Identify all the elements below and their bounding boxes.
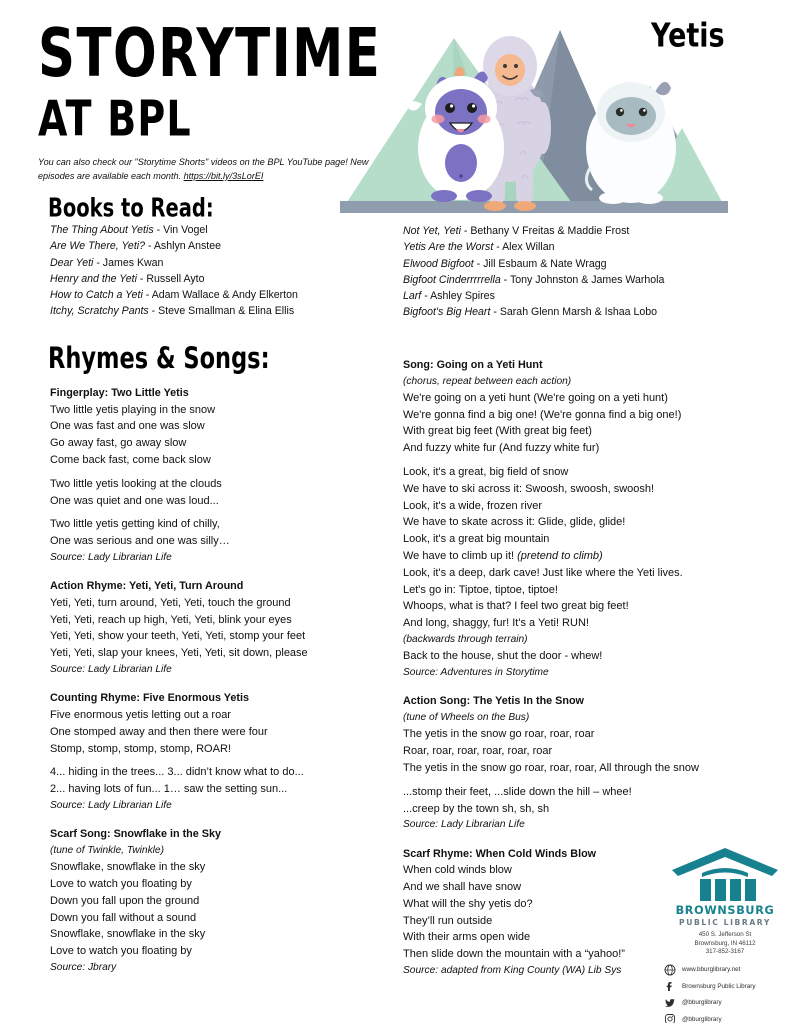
- book-author: - Jill Esbaum & Nate Wragg: [473, 257, 607, 270]
- book-item: [403, 239, 763, 255]
- rhyme-note: (tune of Wheels on the Bus): [403, 712, 530, 724]
- book-item: [50, 287, 400, 303]
- blurb: [38, 156, 380, 184]
- book-title: Bigfoot Cinderrrrrella: [403, 273, 501, 286]
- rhyme-line: Two little yetis looking at the clouds: [50, 477, 222, 490]
- yeti-white: [586, 82, 676, 204]
- hero-section: [0, 0, 791, 218]
- rhyme-source: Source: Lady Librarian Life: [50, 664, 172, 676]
- rhyme-title: Action Song: The Yetis In the Snow: [403, 695, 584, 708]
- rhyme-line: And fuzzy white fur (And fuzzy white fur): [403, 442, 600, 455]
- library-address: [664, 931, 786, 957]
- book-item: [403, 272, 763, 288]
- rhyme-source: Source: Lady Librarian Life: [50, 799, 172, 811]
- rhyme-line: 2... having lots of fun... 1… saw the setting sun...: [50, 783, 288, 796]
- rhyme-line: Two little yetis playing in the snow: [50, 403, 216, 416]
- rhyme-line-plain: We have to climb up it!: [403, 550, 518, 563]
- rhyme-line: ...stomp their feet, ...slide down the hill – whee!: [403, 785, 632, 798]
- rhyme-line-mixed: [403, 548, 768, 565]
- rhyme-source: Source: Jbrary: [50, 961, 117, 973]
- books-list-right: [403, 223, 763, 321]
- instagram-icon: [664, 1013, 676, 1023]
- rhyme-line: Yeti, Yeti, show your teeth, Yeti, Yeti, stomp your feet: [50, 630, 306, 643]
- book-title: The Thing About Yetis: [50, 224, 154, 236]
- globe-icon: [664, 964, 676, 976]
- page-title: STORYTIME: [38, 15, 382, 93]
- contact-row-twitter[interactable]: [664, 997, 786, 1009]
- book-author: - Alex Willan: [493, 241, 555, 254]
- stanza-gap: [50, 757, 402, 764]
- rhyme-line: Down you fall upon the ground: [50, 894, 200, 907]
- stanza-gap: [50, 469, 402, 476]
- rhyme-line: ...creep by the town sh, sh, sh: [403, 802, 550, 815]
- rhyme-line: Love to watch you floating by: [50, 945, 192, 958]
- book-title: Are We There, Yeti?: [50, 240, 146, 253]
- rhyme-line: Snowflake, snowflake in the sky: [50, 861, 206, 874]
- rhyme-block: [50, 690, 402, 814]
- rhyme-title: Scarf Song: Snowflake in the Sky: [50, 828, 221, 841]
- website-text: www.bburglibrary.net: [682, 966, 741, 974]
- rhymes-heading: Rhymes & Songs:: [48, 342, 270, 376]
- book-author: - James Kwan: [93, 256, 164, 269]
- rhyme-line: We're going on a yeti hunt (We're going on a yeti hunt): [403, 391, 668, 404]
- address-line-2: Brownsburg, IN 46112: [694, 939, 756, 947]
- book-item: [50, 222, 400, 238]
- rhyme-line: We have to ski across it: Swoosh, swoosh, swoosh!: [403, 482, 655, 495]
- twitter-icon: [664, 997, 676, 1009]
- rhyme-line: And long, shaggy, fur! It's a Yeti! RUN!: [403, 617, 589, 630]
- rhyme-line: They’ll run outside: [403, 914, 493, 927]
- book-title: Larf: [403, 290, 422, 303]
- rhyme-block: [403, 357, 768, 681]
- rhyme-line: Yeti, Yeti, reach up high, Yeti, Yeti, blink your eyes: [50, 613, 292, 626]
- rhymes-column-left: [50, 385, 402, 988]
- book-title: Yetis Are the Worst: [403, 241, 494, 254]
- rhyme-line: Look, it's a great, big field of snow: [403, 466, 569, 479]
- rhyme-note: (tune of Twinkle, Twinkle): [50, 844, 164, 856]
- book-author: - Sarah Glenn Marsh & Ishaa Lobo: [490, 306, 658, 319]
- book-author: - Ashlyn Anstee: [145, 240, 221, 253]
- contact-list: [664, 964, 786, 1023]
- rhyme-line: Let's go in: Tiptoe, tiptoe, tiptoe!: [403, 583, 558, 596]
- youtube-link[interactable]: https://bit.ly/3sLorEI: [183, 170, 264, 181]
- books-list-left: [50, 222, 400, 320]
- rhyme-line: What will the shy yetis do?: [403, 897, 533, 910]
- book-title: Not Yet, Yeti: [403, 225, 461, 237]
- book-title: Henry and the Yeti: [50, 272, 137, 285]
- theme-label: Yetis: [651, 17, 725, 55]
- blurb-text: You can also check our "Storytime Shorts" videos on the BPL YouTube page! New episodes are available each month.: [38, 157, 369, 181]
- book-author: - Tony Johnston & James Warhola: [500, 273, 665, 286]
- book-title: Elwood Bigfoot: [403, 257, 474, 270]
- book-author: - Adam Wallace & Andy Elkerton: [142, 289, 298, 302]
- contact-row-website[interactable]: [664, 964, 786, 976]
- rhyme-title: Song: Going on a Yeti Hunt: [403, 359, 543, 371]
- books-heading: Books to Read:: [48, 193, 214, 223]
- stanza-gap: [50, 509, 402, 516]
- rhyme-block: [50, 578, 402, 678]
- rhyme-line: The yetis in the snow go roar, roar, roar: [403, 728, 595, 741]
- book-item: [403, 223, 763, 239]
- book-item: [403, 304, 763, 320]
- rhyme-line: When cold winds blow: [403, 864, 512, 877]
- book-author: - Ashley Spires: [421, 290, 495, 303]
- rhyme-line: Look, it's a great big mountain: [403, 533, 550, 546]
- address-phone: 317-852-3167: [705, 948, 745, 956]
- rhyme-line-italic: (pretend to climb): [517, 550, 603, 563]
- rhyme-line: Love to watch you floating by: [50, 877, 192, 890]
- facebook-icon: [664, 980, 676, 992]
- rhyme-block: [50, 385, 402, 566]
- rhyme-block: [50, 826, 402, 976]
- rhyme-line: And we shall have snow: [403, 881, 522, 893]
- rhyme-line: Snowflake, snowflake in the sky: [50, 928, 206, 941]
- address-line-1: 450 S. Jefferson St: [698, 931, 752, 938]
- library-logo: [664, 846, 786, 1023]
- book-item: [50, 255, 400, 271]
- rhyme-line: We're gonna find a big one! (We're gonna find a big one!): [403, 408, 682, 421]
- rhyme-line: We have to skate across it: Glide, glide, glide!: [403, 516, 626, 529]
- stanza-gap: [403, 777, 768, 784]
- rhyme-line: Down you fall without a sound: [50, 911, 197, 924]
- rhyme-title: Scarf Rhyme: When Cold Winds Blow: [403, 847, 597, 860]
- rhyme-line: Whoops, what is that? I feel two great big feet!: [403, 600, 629, 613]
- book-item: [50, 303, 400, 319]
- rhyme-line: Back to the house, shut the door - whew!: [403, 650, 603, 663]
- rhyme-line: With their arms open wide: [403, 931, 531, 944]
- rhyme-line: Yeti, Yeti, turn around, Yeti, Yeti, touch the ground: [50, 596, 291, 609]
- rhyme-note: (backwards through terrain): [403, 634, 528, 646]
- facebook-text: Brownsburg Public Library: [682, 982, 756, 990]
- contact-row-facebook[interactable]: [664, 980, 786, 992]
- book-title: Itchy, Scratchy Pants: [50, 305, 149, 318]
- rhyme-block: [403, 693, 768, 833]
- book-item: [50, 238, 400, 254]
- book-item: [403, 288, 763, 304]
- rhyme-line: Look, it's a deep, dark cave! Just like where the Yeti lives.: [403, 566, 683, 579]
- rhyme-title: Fingerplay: Two Little Yetis: [50, 387, 189, 399]
- book-author: - Vin Vogel: [153, 224, 208, 236]
- library-name: BROWNSBURG: [675, 904, 775, 917]
- rhyme-line: Look, it's a wide, frozen river: [403, 499, 543, 512]
- rhyme-line: Then slide down the mountain with a “yahoo!”: [403, 948, 625, 961]
- rhyme-title: Counting Rhyme: Five Enormous Yetis: [50, 692, 249, 705]
- rhyme-line: Come back fast, come back slow: [50, 453, 211, 466]
- rhyme-line: Go away fast, go away slow: [50, 437, 187, 450]
- book-title: Bigfoot's Big Heart: [403, 306, 491, 319]
- rhyme-line: Stomp, stomp, stomp, stomp, ROAR!: [50, 742, 231, 755]
- book-title: Dear Yeti: [50, 256, 94, 269]
- library-building-icon: [664, 846, 786, 902]
- rhyme-line: One was fast and one was slow: [50, 420, 205, 433]
- rhyme-source: Source: Lady Librarian Life: [403, 819, 525, 831]
- book-author: - Steve Smallman & Elina Ellis: [148, 305, 295, 318]
- rhyme-title: Action Rhyme: Yeti, Yeti, Turn Around: [50, 580, 244, 593]
- rhyme-line: One stomped away and then there were four: [50, 725, 268, 738]
- instagram-text: @bburglibrary: [682, 1015, 722, 1023]
- twitter-text: @bburglibrary: [682, 999, 722, 1007]
- rhyme-line: Roar, roar, roar, roar, roar, roar: [403, 745, 553, 758]
- page-subtitle: AT BPL: [38, 90, 192, 148]
- rhyme-line: Yeti, Yeti, slap your knees, Yeti, Yeti, sit down, please: [50, 647, 308, 660]
- rhyme-line: One was quiet and one was loud...: [50, 494, 219, 507]
- book-title: How to Catch a Yeti: [50, 289, 143, 302]
- contact-row-instagram[interactable]: [664, 1013, 786, 1023]
- rhyme-source: Source: adapted from King County (WA) Lib Sys: [403, 964, 622, 976]
- book-item: [403, 256, 763, 272]
- rhyme-note: (chorus, repeat between each action): [403, 375, 572, 387]
- rhyme-line: The yetis in the snow go roar, roar, roar, All through the snow: [403, 761, 699, 774]
- rhyme-source: Source: Adventures in Storytime: [403, 667, 549, 679]
- rhyme-line: Five enormous yetis letting out a roar: [50, 708, 231, 721]
- library-subtitle: PUBLIC LIBRARY: [679, 918, 771, 927]
- book-author: - Russell Ayto: [136, 272, 205, 285]
- stanza-gap: [403, 457, 768, 464]
- rhyme-line: With great big feet (With great big feet): [403, 425, 592, 438]
- book-author: - Bethany V Freitas & Maddie Frost: [460, 225, 630, 237]
- rhyme-line: Two little yetis getting kind of chilly,: [50, 518, 220, 531]
- rhyme-line: 4... hiding in the trees... 3... didn’t know what to do...: [50, 766, 304, 779]
- rhyme-line: One was serious and one was silly…: [50, 535, 230, 548]
- book-item: [50, 271, 400, 287]
- rhyme-source: Source: Lady Librarian Life: [50, 551, 172, 563]
